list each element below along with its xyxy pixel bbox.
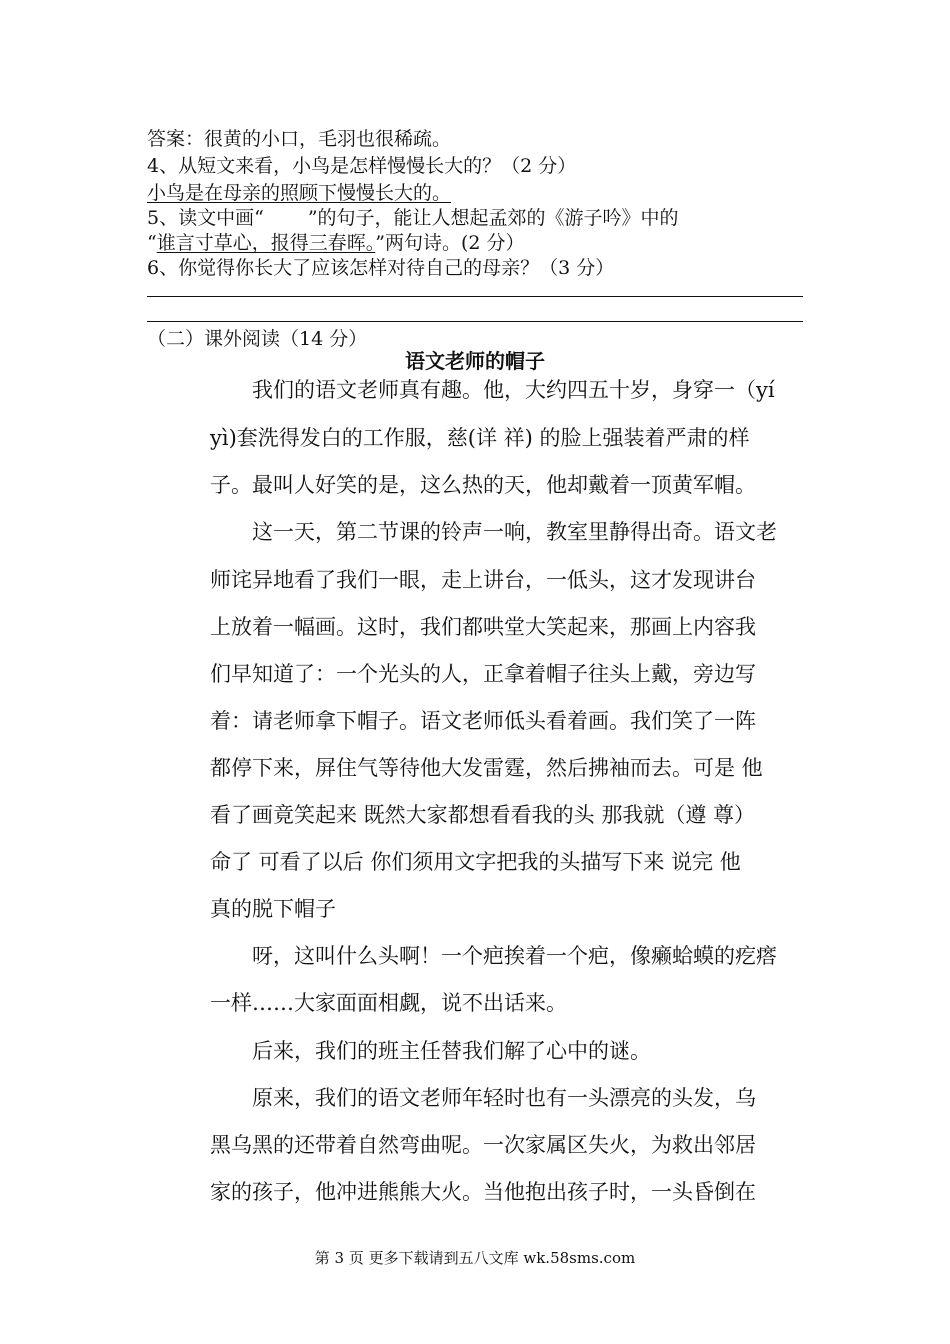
question-5-suffix: ”的句子，能让人想起孟郊的《游子吟》中的 — [307, 207, 679, 229]
question-5-line2 — [147, 228, 525, 255]
passage-line: 着：请老师拿下帽子。语文老师低头看着画。我们笑了一阵 — [210, 709, 756, 733]
passage-line: 呀，这叫什么头啊！一个疤挨着一个疤，像癞蛤蟆的疙瘩 — [210, 944, 777, 968]
passage-line: 后来，我们的班主任替我们解了心中的谜。 — [210, 1039, 651, 1063]
answer-line: 答案：很黄的小口，毛羽也很稀疏。 — [147, 128, 452, 150]
question-4: 4、从短文来看，小鸟是怎样慢慢长大的？（2 分） — [147, 155, 577, 177]
passage-line: 看了画竟笑起来 既然大家都想看看我的头 那我就（遵 尊） — [210, 803, 756, 827]
question-5 — [147, 203, 679, 230]
answer-rule-1 — [147, 296, 803, 297]
passage-line: 这一天，第二节课的铃声一响，教室里静得出奇。语文老 — [210, 520, 777, 544]
passage-line: 子。最叫人好笑的是，这么热的天，他却戴着一顶黄军帽。 — [210, 473, 756, 497]
answer-rule-2 — [147, 321, 803, 322]
passage-line: 师诧异地看了我们一眼，走上讲台，一低头，这才发现讲台 — [210, 568, 756, 592]
passage-line: 我们的语文老师真有趣。他，大约四五十岁，身穿一（yí — [210, 378, 775, 402]
passage-line: 原来，我们的语文老师年轻时也有一头漂亮的头发，乌 — [210, 1086, 756, 1110]
passage-line: 上放着一幅画。这时，我们都哄堂大笑起来，那画上内容我 — [210, 615, 756, 639]
poem-answer: 谁言寸草心，报得三春晖。 — [156, 232, 376, 254]
section-heading: （二）课外阅读（14 分） — [147, 328, 368, 350]
wavy-blank — [264, 209, 308, 229]
passage-line: 黑乌黑的还带着自然弯曲呢。一次家属区失火，为救出邻居 — [210, 1133, 756, 1157]
question-6: 6、你觉得你长大了应该怎样对待自己的母亲？（3 分） — [147, 257, 615, 279]
quote-open: “ — [147, 232, 157, 254]
passage-line: 一样……大家面面相觑，说不出话来。 — [210, 991, 567, 1015]
passage-line: 命了 可看了以后 你们须用文字把我的头描写下来 说完 他 — [210, 850, 741, 874]
passage-line: 真的脱下帽子 — [210, 897, 336, 921]
quote-close: ”两句诗。(2 分） — [375, 232, 525, 254]
passage-line: 家的孩子，他冲进熊熊大火。当他抱出孩子时，一头昏倒在 — [210, 1180, 756, 1204]
page-footer: 第 3 页 更多下载请到五八文库 wk.58sms.com — [314, 1249, 636, 1267]
passage-line: yì)套洗得发白的工作服，慈(详 祥) 的脸上强装着严肃的样 — [210, 426, 750, 450]
answer-4: 小鸟是在母亲的照顾下慢慢长大的。 — [147, 182, 452, 204]
passage-line: 们早知道了：一个光头的人，正拿着帽子往头上戴，旁边写 — [210, 662, 756, 686]
passage-title: 语文老师的帽子 — [405, 349, 545, 373]
question-5-prefix: 5、读文中画“ — [147, 207, 264, 229]
passage-line: 都停下来，屏住气等待他大发雷霆，然后拂袖而去。可是 他 — [210, 756, 763, 780]
